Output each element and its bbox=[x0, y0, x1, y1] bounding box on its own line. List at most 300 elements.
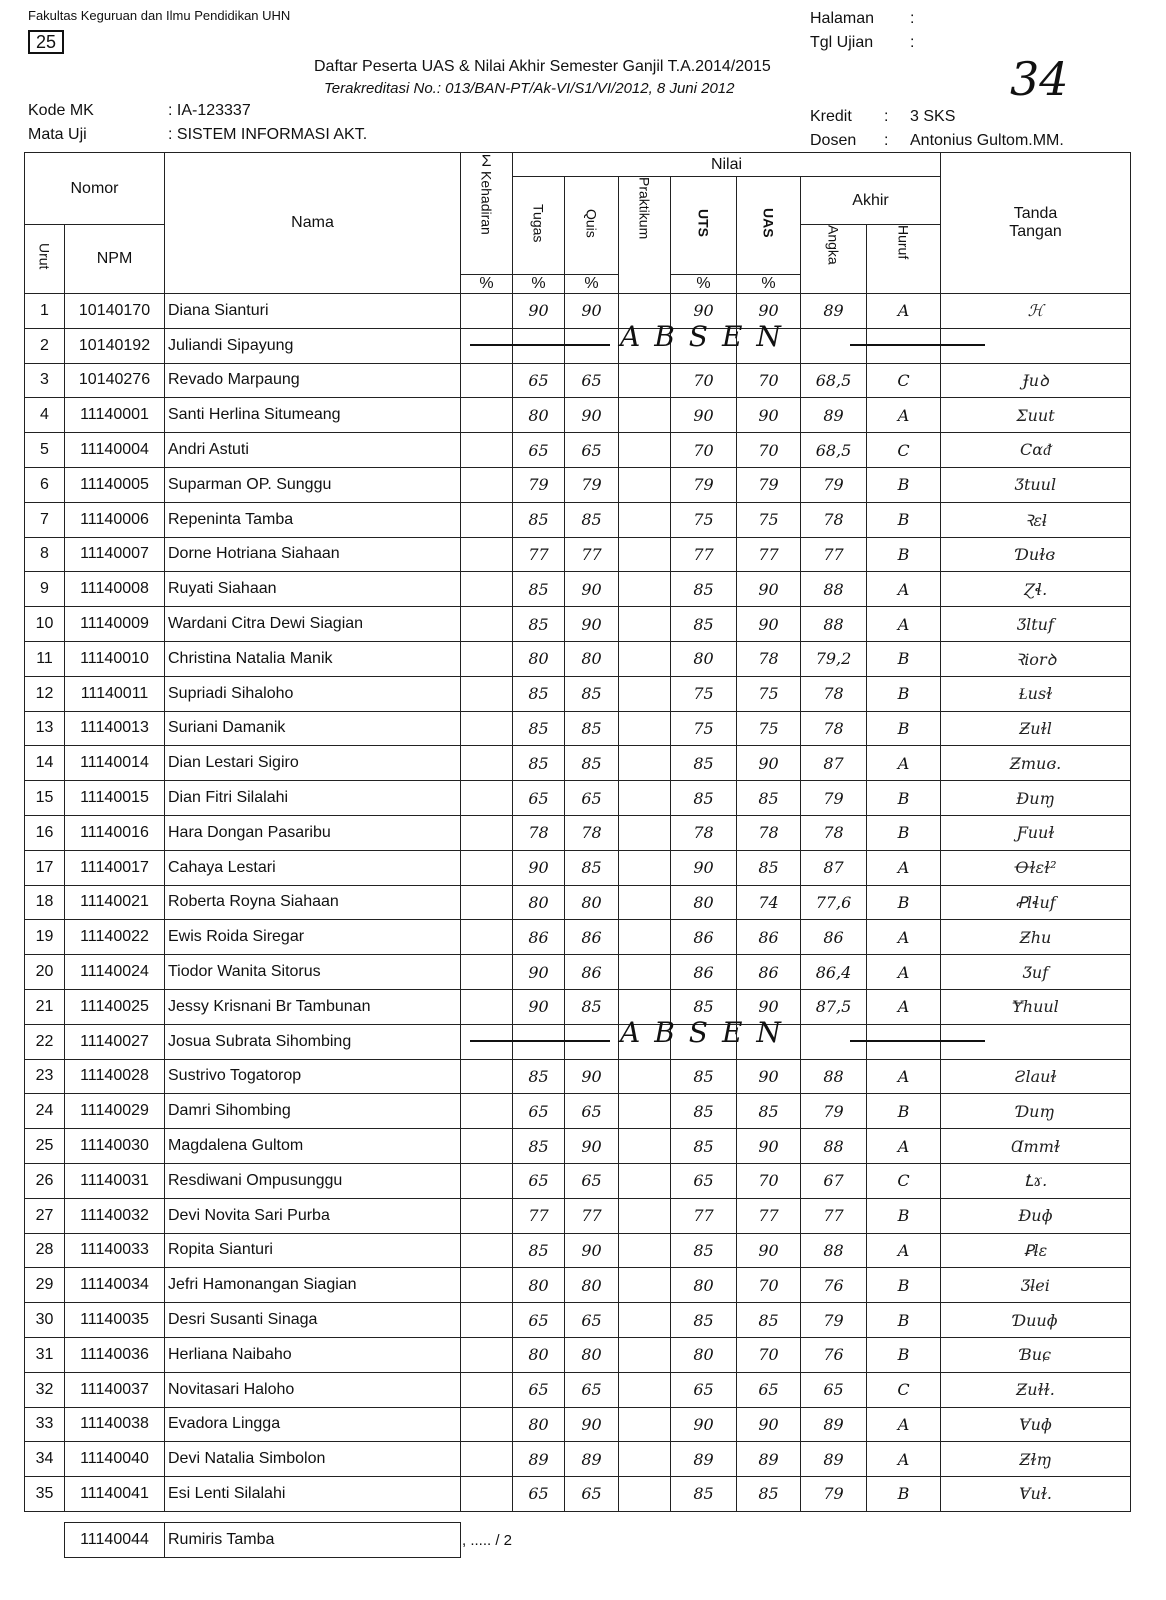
row-npm: 11140034 bbox=[65, 1268, 165, 1303]
row-praktikum bbox=[619, 398, 671, 433]
row-huruf: C bbox=[867, 1163, 941, 1198]
row-number: 3 bbox=[25, 363, 65, 398]
row-praktikum bbox=[619, 1303, 671, 1338]
row-npm: 11140025 bbox=[65, 989, 165, 1024]
row-number: 20 bbox=[25, 955, 65, 990]
row-tugas: 85 bbox=[513, 502, 565, 537]
row-kehadiran bbox=[461, 1372, 513, 1407]
row-huruf: B bbox=[867, 502, 941, 537]
row-uas: 90 bbox=[737, 746, 801, 781]
row-name: Suriani Damanik bbox=[165, 711, 461, 746]
row-huruf: A bbox=[867, 1233, 941, 1268]
row-quis: 65 bbox=[565, 1372, 619, 1407]
row-tugas: 65 bbox=[513, 1372, 565, 1407]
row-signature: Ƶhu bbox=[941, 920, 1131, 955]
uas-label: UAS bbox=[760, 208, 777, 238]
table-row bbox=[25, 1268, 1131, 1303]
row-npm: 11140032 bbox=[65, 1198, 165, 1233]
row-number: 16 bbox=[25, 815, 65, 850]
row-praktikum bbox=[619, 815, 671, 850]
dosen-colon: : bbox=[884, 132, 889, 149]
row-quis: 65 bbox=[565, 781, 619, 816]
uts-percent: % bbox=[671, 275, 737, 294]
row-kehadiran bbox=[461, 433, 513, 468]
row-praktikum bbox=[619, 1233, 671, 1268]
row-signature: Ɖuɸ bbox=[941, 1198, 1131, 1233]
row-kehadiran bbox=[461, 746, 513, 781]
row-angka: 67 bbox=[801, 1163, 867, 1198]
row-number: 11 bbox=[25, 641, 65, 676]
row-huruf: A bbox=[867, 850, 941, 885]
absen-strike-left bbox=[470, 1040, 610, 1042]
row-tugas: 85 bbox=[513, 711, 565, 746]
halaman-label: Halaman bbox=[810, 10, 875, 27]
row-tugas: 79 bbox=[513, 467, 565, 502]
row-npm: 11140014 bbox=[65, 746, 165, 781]
row-quis: 80 bbox=[565, 885, 619, 920]
table-row bbox=[25, 641, 1131, 676]
row-npm: 11140005 bbox=[65, 467, 165, 502]
angka-label: Angka bbox=[825, 225, 842, 265]
row-name: Resdiwani Ompusunggu bbox=[165, 1163, 461, 1198]
row-npm: 11140007 bbox=[65, 537, 165, 572]
row-uts: 65 bbox=[671, 1163, 737, 1198]
grade-table bbox=[24, 152, 1131, 1512]
row-quis: 80 bbox=[565, 641, 619, 676]
row-uas: 90 bbox=[737, 1059, 801, 1094]
row-kehadiran bbox=[461, 502, 513, 537]
row-angka: 88 bbox=[801, 1129, 867, 1164]
row-praktikum bbox=[619, 1477, 671, 1512]
row-signature: Ʒltuf bbox=[941, 607, 1131, 642]
row-name: Repeninta Tamba bbox=[165, 502, 461, 537]
tanda-tangan-label: Tanda Tangan bbox=[1009, 205, 1062, 240]
row-quis: 86 bbox=[565, 955, 619, 990]
table-row bbox=[25, 363, 1131, 398]
row-angka: 79 bbox=[801, 781, 867, 816]
tgl-ujian-colon: : bbox=[910, 34, 915, 51]
row-name: Ruyati Siahaan bbox=[165, 572, 461, 607]
uts-header bbox=[671, 177, 737, 275]
row-huruf: B bbox=[867, 676, 941, 711]
kehadiran-percent: % bbox=[461, 275, 513, 294]
row-name: Revado Marpaung bbox=[165, 363, 461, 398]
row-uts: 77 bbox=[671, 1198, 737, 1233]
row-praktikum bbox=[619, 746, 671, 781]
row-tugas: 80 bbox=[513, 1337, 565, 1372]
row-signature: ℋ bbox=[941, 294, 1131, 329]
row-praktikum bbox=[619, 433, 671, 468]
row-uas: 90 bbox=[737, 294, 801, 329]
row-npm: 11140035 bbox=[65, 1303, 165, 1338]
table-row bbox=[25, 1303, 1131, 1338]
row-uts: 85 bbox=[671, 1094, 737, 1129]
tugas-percent: % bbox=[513, 275, 565, 294]
row-name: Josua Subrata Sihombing bbox=[165, 1024, 461, 1059]
row-kehadiran bbox=[461, 1442, 513, 1477]
row-tugas: 65 bbox=[513, 1094, 565, 1129]
row-quis: 85 bbox=[565, 502, 619, 537]
row-kehadiran bbox=[461, 607, 513, 642]
row-signature: Ƶɫɱ bbox=[941, 1442, 1131, 1477]
row-huruf: B bbox=[867, 885, 941, 920]
row-quis: 78 bbox=[565, 815, 619, 850]
row-number: 13 bbox=[25, 711, 65, 746]
row-angka: 79 bbox=[801, 467, 867, 502]
row-number: 18 bbox=[25, 885, 65, 920]
row-uas: 79 bbox=[737, 467, 801, 502]
row-tugas: 85 bbox=[513, 572, 565, 607]
row-uts: 89 bbox=[671, 1442, 737, 1477]
table-row bbox=[25, 920, 1131, 955]
row-uas: 70 bbox=[737, 433, 801, 468]
row-quis: 65 bbox=[565, 433, 619, 468]
row-kehadiran bbox=[461, 1407, 513, 1442]
row-uts: 85 bbox=[671, 989, 737, 1024]
row-npm: 11140036 bbox=[65, 1337, 165, 1372]
row-tugas: 86 bbox=[513, 920, 565, 955]
row-uts: 85 bbox=[671, 572, 737, 607]
row-signature: Cɑᵭ bbox=[941, 433, 1131, 468]
row-number: 2 bbox=[25, 328, 65, 363]
row-npm: 11140006 bbox=[65, 502, 165, 537]
dosen-label: Dosen bbox=[810, 132, 857, 149]
row-praktikum bbox=[619, 1372, 671, 1407]
nomor-header: Nomor bbox=[25, 153, 165, 225]
row-quis: 90 bbox=[565, 572, 619, 607]
row-name: Herliana Naibaho bbox=[165, 1337, 461, 1372]
row-number: 29 bbox=[25, 1268, 65, 1303]
row-npm: 11140037 bbox=[65, 1372, 165, 1407]
dosen-value: Antonius Gultom.MM. bbox=[910, 132, 1064, 149]
row-name: Damri Sihombing bbox=[165, 1094, 461, 1129]
urut-header bbox=[25, 225, 65, 294]
row-praktikum bbox=[619, 1059, 671, 1094]
table-row bbox=[25, 1337, 1131, 1372]
row-uas: 85 bbox=[737, 1303, 801, 1338]
row-signature: Ɐuɫ. bbox=[941, 1477, 1131, 1512]
row-praktikum bbox=[619, 711, 671, 746]
row-praktikum bbox=[619, 363, 671, 398]
row-uts: 77 bbox=[671, 537, 737, 572]
row-tugas: 90 bbox=[513, 294, 565, 329]
row-huruf: A bbox=[867, 746, 941, 781]
row-tugas: 65 bbox=[513, 1477, 565, 1512]
quis-label: Quis bbox=[583, 208, 600, 238]
row-npm: 11140004 bbox=[65, 433, 165, 468]
row-angka: 78 bbox=[801, 711, 867, 746]
row-uas: 77 bbox=[737, 537, 801, 572]
row-uts: 79 bbox=[671, 467, 737, 502]
row-kehadiran bbox=[461, 572, 513, 607]
accreditation-note: Terakreditasi No.: 013/BAN-PT/Ak-VI/S1/VI/2012, 8 Juni 2012 bbox=[324, 80, 735, 97]
sheet-number: 25 bbox=[28, 30, 64, 54]
row-praktikum bbox=[619, 641, 671, 676]
row-huruf: B bbox=[867, 641, 941, 676]
row-quis: 85 bbox=[565, 711, 619, 746]
row-tugas: 90 bbox=[513, 989, 565, 1024]
row-angka: 88 bbox=[801, 607, 867, 642]
row-kehadiran bbox=[461, 398, 513, 433]
row-npm: 11140001 bbox=[65, 398, 165, 433]
row-praktikum bbox=[619, 1198, 671, 1233]
row-quis: 90 bbox=[565, 1059, 619, 1094]
row-npm: 10140170 bbox=[65, 294, 165, 329]
row-kehadiran bbox=[461, 537, 513, 572]
row-uas: 90 bbox=[737, 607, 801, 642]
table-row bbox=[25, 467, 1131, 502]
row-kehadiran bbox=[461, 1233, 513, 1268]
row-quis: 65 bbox=[565, 1163, 619, 1198]
row-signature: Ꝋɫɛɫ² bbox=[941, 850, 1131, 885]
table-row bbox=[25, 1233, 1131, 1268]
row-uas: 70 bbox=[737, 1163, 801, 1198]
row-huruf: A bbox=[867, 1059, 941, 1094]
row-angka: 68,5 bbox=[801, 433, 867, 468]
row-name: Supriadi Sihaloho bbox=[165, 676, 461, 711]
row-signature: Ɀɬ. bbox=[941, 572, 1131, 607]
kredit-value: 3 SKS bbox=[910, 108, 956, 125]
row-angka: 76 bbox=[801, 1337, 867, 1372]
row-number: 7 bbox=[25, 502, 65, 537]
row-number: 23 bbox=[25, 1059, 65, 1094]
row-signature: Ʒƚei bbox=[941, 1268, 1131, 1303]
row-uts: 80 bbox=[671, 1268, 737, 1303]
row-quis: 90 bbox=[565, 1129, 619, 1164]
row-huruf: A bbox=[867, 989, 941, 1024]
row-huruf: B bbox=[867, 1337, 941, 1372]
row-kehadiran bbox=[461, 1477, 513, 1512]
row-angka: 79 bbox=[801, 1303, 867, 1338]
row-quis: 80 bbox=[565, 1268, 619, 1303]
row-number: 4 bbox=[25, 398, 65, 433]
footer-note: , ..... / 2 bbox=[462, 1532, 513, 1549]
row-npm: 11140008 bbox=[65, 572, 165, 607]
row-npm: 11140017 bbox=[65, 850, 165, 885]
uas-header bbox=[737, 177, 801, 275]
urut-label: Urut bbox=[36, 243, 53, 270]
row-praktikum bbox=[619, 1442, 671, 1477]
kode-mk-value: : IA-123337 bbox=[168, 102, 251, 119]
row-number: 30 bbox=[25, 1303, 65, 1338]
row-tugas: 85 bbox=[513, 746, 565, 781]
row-huruf: B bbox=[867, 1477, 941, 1512]
row-praktikum bbox=[619, 850, 671, 885]
row-number: 27 bbox=[25, 1198, 65, 1233]
row-huruf: C bbox=[867, 1372, 941, 1407]
row-tugas: 90 bbox=[513, 850, 565, 885]
kode-mk-label: Kode MK bbox=[28, 102, 94, 119]
row-tugas: 80 bbox=[513, 1268, 565, 1303]
row-signature: Ꝛɛƚ bbox=[941, 502, 1131, 537]
row-number: 22 bbox=[25, 1024, 65, 1059]
row-npm: 11140031 bbox=[65, 1163, 165, 1198]
document-title: Daftar Peserta UAS & Nilai Akhir Semester Ganjil T.A.2014/2015 bbox=[314, 58, 771, 75]
row-huruf: A bbox=[867, 955, 941, 990]
absen-label: ABSEN bbox=[620, 1016, 795, 1050]
row-signature: Ƨlauɫ bbox=[941, 1059, 1131, 1094]
row-uts: 80 bbox=[671, 1337, 737, 1372]
row-angka: 88 bbox=[801, 1233, 867, 1268]
row-uas: 74 bbox=[737, 885, 801, 920]
table-row bbox=[25, 746, 1131, 781]
row-tugas: 80 bbox=[513, 1407, 565, 1442]
row-name: Sustrivo Togatorop bbox=[165, 1059, 461, 1094]
row-huruf: A bbox=[867, 1407, 941, 1442]
row-quis: 90 bbox=[565, 1407, 619, 1442]
row-praktikum bbox=[619, 1094, 671, 1129]
row-name: Dian Fitri Silalahi bbox=[165, 781, 461, 816]
extra-npm: 11140044 bbox=[65, 1523, 165, 1558]
row-tugas: 65 bbox=[513, 363, 565, 398]
row-praktikum bbox=[619, 1129, 671, 1164]
row-angka: 78 bbox=[801, 815, 867, 850]
absen-label: ABSEN bbox=[620, 320, 795, 354]
row-signature: Ɏhuul bbox=[941, 989, 1131, 1024]
kehadiran-header bbox=[461, 153, 513, 275]
row-huruf: B bbox=[867, 1268, 941, 1303]
row-uas: 75 bbox=[737, 676, 801, 711]
row-tugas: 77 bbox=[513, 537, 565, 572]
row-signature: Ƶmuɞ. bbox=[941, 746, 1131, 781]
row-name: Andri Astuti bbox=[165, 433, 461, 468]
row-uas: 86 bbox=[737, 920, 801, 955]
row-signature: Ɐuɸ bbox=[941, 1407, 1131, 1442]
row-quis: 85 bbox=[565, 746, 619, 781]
row-angka: 79,2 bbox=[801, 641, 867, 676]
row-quis: 85 bbox=[565, 850, 619, 885]
row-tugas: 85 bbox=[513, 676, 565, 711]
absen-strike-left bbox=[470, 344, 610, 346]
row-number: 1 bbox=[25, 294, 65, 329]
row-huruf: A bbox=[867, 1442, 941, 1477]
row-uts: 65 bbox=[671, 1372, 737, 1407]
row-name: Dian Lestari Sigiro bbox=[165, 746, 461, 781]
sigma-symbol: Σ bbox=[481, 153, 492, 170]
row-uts: 85 bbox=[671, 1059, 737, 1094]
row-praktikum bbox=[619, 920, 671, 955]
row-tugas: 90 bbox=[513, 955, 565, 990]
row-uas: 85 bbox=[737, 781, 801, 816]
row-quis: 90 bbox=[565, 294, 619, 329]
row-uas: 75 bbox=[737, 502, 801, 537]
row-uas: 90 bbox=[737, 1129, 801, 1164]
row-number: 32 bbox=[25, 1372, 65, 1407]
row-uts: 75 bbox=[671, 676, 737, 711]
row-number: 26 bbox=[25, 1163, 65, 1198]
row-number: 9 bbox=[25, 572, 65, 607]
row-quis: 90 bbox=[565, 398, 619, 433]
uts-label: UTS bbox=[695, 209, 712, 237]
row-uts: 86 bbox=[671, 920, 737, 955]
row-uas: 77 bbox=[737, 1198, 801, 1233]
halaman-colon: : bbox=[910, 10, 915, 27]
row-huruf: B bbox=[867, 467, 941, 502]
row-name: Roberta Royna Siahaan bbox=[165, 885, 461, 920]
praktikum-label: Praktikum bbox=[636, 177, 653, 240]
row-uts: 78 bbox=[671, 815, 737, 850]
absen-strike-right bbox=[850, 344, 985, 346]
row-uas: 85 bbox=[737, 1477, 801, 1512]
row-name: Santi Herlina Situmeang bbox=[165, 398, 461, 433]
row-huruf: A bbox=[867, 1129, 941, 1164]
row-angka: 89 bbox=[801, 1442, 867, 1477]
table-row bbox=[25, 607, 1131, 642]
table-row bbox=[25, 1059, 1131, 1094]
row-npm: 11140041 bbox=[65, 1477, 165, 1512]
row-number: 6 bbox=[25, 467, 65, 502]
row-name: Devi Natalia Simbolon bbox=[165, 1442, 461, 1477]
row-npm: 11140010 bbox=[65, 641, 165, 676]
row-number: 34 bbox=[25, 1442, 65, 1477]
row-name: Devi Novita Sari Purba bbox=[165, 1198, 461, 1233]
row-kehadiran bbox=[461, 1303, 513, 1338]
row-kehadiran bbox=[461, 294, 513, 329]
row-praktikum bbox=[619, 885, 671, 920]
row-kehadiran bbox=[461, 1163, 513, 1198]
row-uas: 85 bbox=[737, 1094, 801, 1129]
row-huruf: A bbox=[867, 572, 941, 607]
row-npm: 11140021 bbox=[65, 885, 165, 920]
row-tugas: 78 bbox=[513, 815, 565, 850]
row-npm: 11140040 bbox=[65, 1442, 165, 1477]
row-npm: 10140192 bbox=[65, 328, 165, 363]
table-row bbox=[25, 850, 1131, 885]
row-name: Hara Dongan Pasaribu bbox=[165, 815, 461, 850]
row-tugas: 85 bbox=[513, 1059, 565, 1094]
row-quis: 77 bbox=[565, 537, 619, 572]
table-row bbox=[25, 711, 1131, 746]
row-uts: 85 bbox=[671, 781, 737, 816]
extra-nama: Rumiris Tamba bbox=[165, 1523, 461, 1558]
row-kehadiran bbox=[461, 850, 513, 885]
row-number: 19 bbox=[25, 920, 65, 955]
row-number: 10 bbox=[25, 607, 65, 642]
row-angka: 77,6 bbox=[801, 885, 867, 920]
row-praktikum bbox=[619, 537, 671, 572]
row-npm: 11140009 bbox=[65, 607, 165, 642]
faculty-name: Fakultas Keguruan dan Ilmu Pendidikan UHN bbox=[28, 8, 291, 23]
row-kehadiran bbox=[461, 1198, 513, 1233]
row-uts: 85 bbox=[671, 607, 737, 642]
row-signature: Ƒuuɫ bbox=[941, 815, 1131, 850]
row-uts: 90 bbox=[671, 1407, 737, 1442]
row-angka: 88 bbox=[801, 572, 867, 607]
row-number: 5 bbox=[25, 433, 65, 468]
row-signature: Ƶuɫl bbox=[941, 711, 1131, 746]
table-row bbox=[25, 1094, 1131, 1129]
uas-percent: % bbox=[737, 275, 801, 294]
row-signature: Ʃuut bbox=[941, 398, 1131, 433]
row-quis: 80 bbox=[565, 1337, 619, 1372]
row-uts: 85 bbox=[671, 1303, 737, 1338]
row-uts: 85 bbox=[671, 746, 737, 781]
row-signature: Ɫusɫ bbox=[941, 676, 1131, 711]
row-angka: 89 bbox=[801, 398, 867, 433]
row-praktikum bbox=[619, 467, 671, 502]
kredit-label: Kredit bbox=[810, 108, 852, 125]
row-number: 12 bbox=[25, 676, 65, 711]
tgl-ujian-label: Tgl Ujian bbox=[810, 34, 874, 51]
row-uts: 80 bbox=[671, 885, 737, 920]
row-tugas: 65 bbox=[513, 1163, 565, 1198]
row-quis: 90 bbox=[565, 1233, 619, 1268]
extra-row-table bbox=[64, 1522, 461, 1558]
row-angka: 76 bbox=[801, 1268, 867, 1303]
row-npm: 11140011 bbox=[65, 676, 165, 711]
row-huruf: C bbox=[867, 433, 941, 468]
row-signature: Ɗuuɸ bbox=[941, 1303, 1131, 1338]
